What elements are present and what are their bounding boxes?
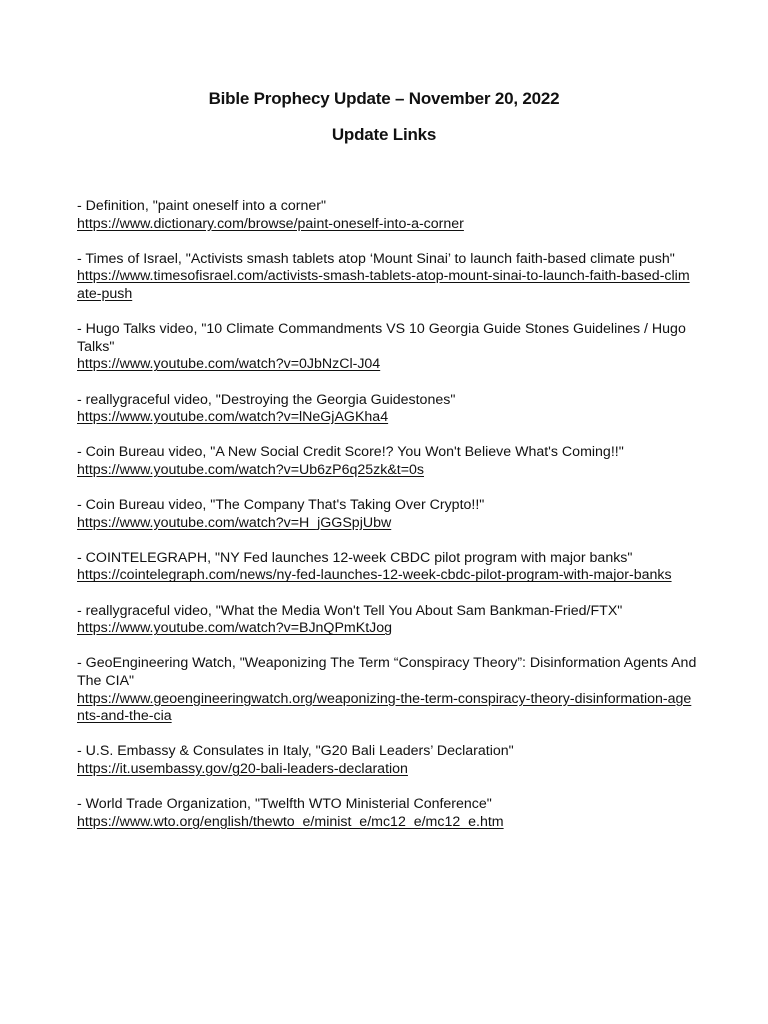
link-entry <box>77 444 697 479</box>
link-entry <box>77 655 697 725</box>
link-description: - World Trade Organization, "Twelfth WTO Ministerial Conference" <box>77 796 492 813</box>
link-description: - Definition, "paint oneself into a corner" <box>77 198 327 214</box>
document-title: Bible Prophecy Update – November 20, 2022 <box>208 89 560 108</box>
link-entry <box>77 321 697 374</box>
link-description: - Times of Israel, "Activists smash tablets atop ‘Mount Sinai’ to launch faith-based climate push" <box>77 250 675 267</box>
link-url[interactable]: https://www.youtube.com/watch?v=H_jGGSpjUbw <box>77 514 392 531</box>
link-description: - COINTELEGRAPH, "NY Fed launches 12-week CBDC pilot program with major banks" <box>77 549 633 566</box>
link-description: - reallygraceful video, "Destroying the Georgia Guidestones" <box>77 391 456 408</box>
link-url[interactable]: https://www.dictionary.com/browse/paint-oneself-into-a-corner <box>77 215 464 232</box>
link-url[interactable]: https://www.youtube.com/watch?v=lNeGjAGKha4 <box>77 409 389 426</box>
link-entry <box>77 251 697 304</box>
link-entry <box>77 198 697 233</box>
link-url[interactable]: https://www.timesofisrael.com/activists-smash-tablets-atop-mount-sinai-to-launch-faith-based-climate-push <box>77 268 690 302</box>
link-url[interactable]: https://www.youtube.com/watch?v=0JbNzCl-J04 <box>77 356 381 373</box>
link-description: - U.S. Embassy & Consulates in Italy, "G20 Bali Leaders’ Declaration" <box>77 743 514 760</box>
document-subtitle: Update Links <box>331 125 437 144</box>
link-description: - reallygraceful video, "What the Media Won't Tell You About Sam Bankman-Fried/FTX" <box>77 602 623 619</box>
link-entry <box>77 603 697 638</box>
link-url[interactable]: https://cointelegraph.com/news/ny-fed-launches-12-week-cbdc-pilot-program-with-major-banks <box>77 567 672 584</box>
link-url[interactable]: https://www.youtube.com/watch?v=BJnQPmKtJog <box>77 620 393 637</box>
link-entry <box>77 392 697 427</box>
link-entry <box>77 497 697 532</box>
link-description: - Hugo Talks video, "10 Climate Commandments VS 10 Georgia Guide Stones Guidelines / Hugo Talks" <box>77 321 686 355</box>
link-url[interactable]: https://www.wto.org/english/thewto_e/minist_e/mc12_e/mc12_e.htm <box>77 813 504 830</box>
link-description: - Coin Bureau video, "The Company That's Taking Over Crypto!!" <box>77 497 485 514</box>
link-url[interactable]: https://www.youtube.com/watch?v=Ub6zP6q25zk&t=0s <box>77 461 424 478</box>
link-entry <box>77 743 697 778</box>
link-url[interactable]: https://it.usembassy.gov/g20-bali-leaders-declaration <box>77 761 408 777</box>
link-description: - GeoEngineering Watch, "Weaponizing The Term “Conspiracy Theory”: Disinformation Agents And The CIA" <box>77 655 697 690</box>
link-entry <box>77 550 697 585</box>
link-description: - Coin Bureau video, "A New Social Credit Score!? You Won't Believe What's Coming!!" <box>77 444 624 461</box>
link-url[interactable]: https://www.geoengineeringwatch.org/weaponizing-the-term-conspiracy-theory-disinformation-agents-and-the-cia <box>77 690 692 725</box>
link-list <box>77 198 697 849</box>
link-entry <box>77 796 697 831</box>
